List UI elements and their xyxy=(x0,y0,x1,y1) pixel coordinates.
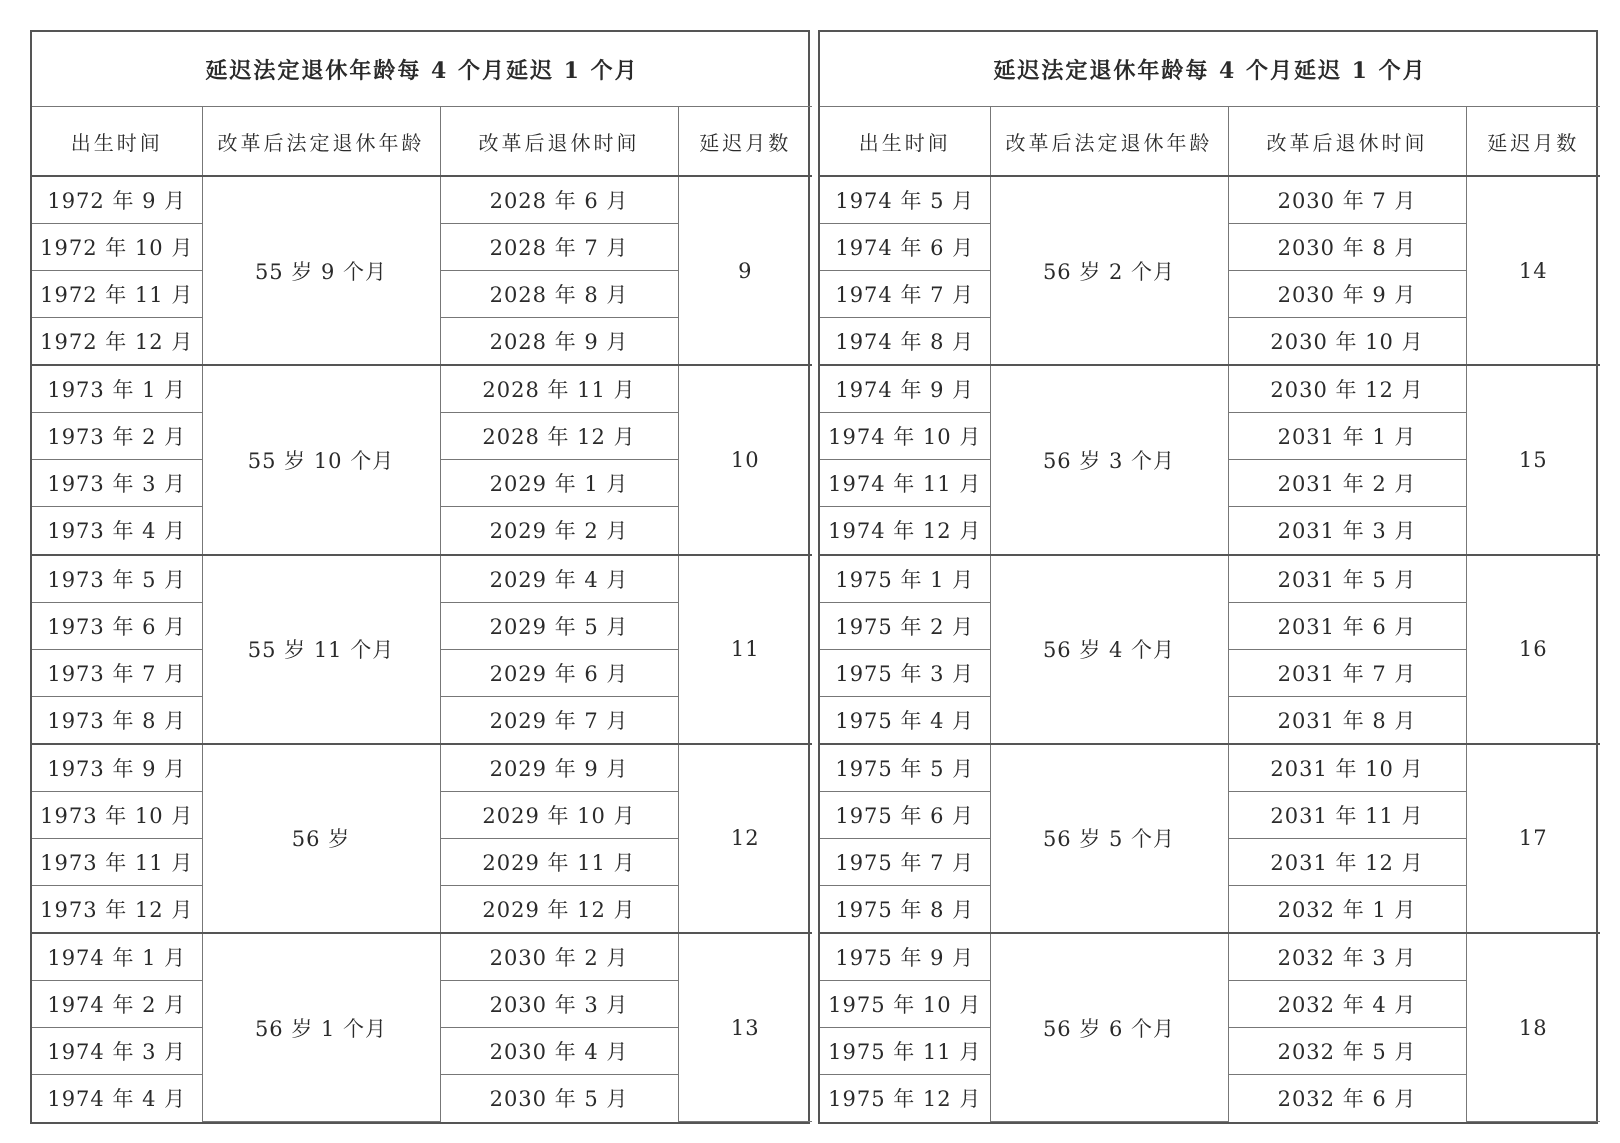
birth-time-cell: 1974 年 11 月 xyxy=(820,460,990,507)
birth-time-cell: 1975 年 6 月 xyxy=(820,791,990,838)
header-delay-months: 延迟月数 xyxy=(678,107,812,177)
retirement-time-cell: 2031 年 6 月 xyxy=(1228,602,1466,649)
birth-time-cell: 1974 年 10 月 xyxy=(820,413,990,460)
retirement-time-cell: 2031 年 11 月 xyxy=(1228,791,1466,838)
retirement-time-cell: 2031 年 12 月 xyxy=(1228,838,1466,885)
header-retirement-time: 改革后退休时间 xyxy=(440,107,678,177)
delay-months-cell: 15 xyxy=(1466,365,1600,554)
birth-time-cell: 1973 年 4 月 xyxy=(32,507,202,555)
retirement-time-cell: 2029 年 9 月 xyxy=(440,744,678,792)
birth-time-cell: 1975 年 4 月 xyxy=(820,696,990,744)
birth-time-cell: 1973 年 6 月 xyxy=(32,602,202,649)
retirement-time-cell: 2032 年 3 月 xyxy=(1228,933,1466,981)
birth-time-cell: 1975 年 5 月 xyxy=(820,744,990,792)
birth-time-cell: 1975 年 7 月 xyxy=(820,838,990,885)
birth-time-cell: 1973 年 7 月 xyxy=(32,649,202,696)
retirement-age-cell: 56 岁 2 个月 xyxy=(990,176,1228,365)
table-row xyxy=(32,744,812,792)
table-row xyxy=(32,365,812,413)
retirement-time-cell: 2029 年 4 月 xyxy=(440,555,678,603)
retirement-schedule-page xyxy=(30,30,1598,1124)
retirement-time-cell: 2029 年 2 月 xyxy=(440,507,678,555)
retirement-age-cell: 56 岁 4 个月 xyxy=(990,555,1228,744)
delay-months-cell: 14 xyxy=(1466,176,1600,365)
birth-time-cell: 1972 年 12 月 xyxy=(32,318,202,366)
header-birth-time: 出生时间 xyxy=(820,107,990,177)
retirement-time-cell: 2031 年 1 月 xyxy=(1228,413,1466,460)
table-row xyxy=(32,176,812,224)
retirement-time-cell: 2029 年 11 月 xyxy=(440,838,678,885)
birth-time-cell: 1974 年 8 月 xyxy=(820,318,990,366)
birth-time-cell: 1973 年 5 月 xyxy=(32,555,202,603)
birth-time-cell: 1973 年 8 月 xyxy=(32,696,202,744)
birth-time-cell: 1974 年 3 月 xyxy=(32,1028,202,1075)
retirement-time-cell: 2030 年 2 月 xyxy=(440,933,678,981)
birth-time-cell: 1974 年 2 月 xyxy=(32,981,202,1028)
retirement-time-cell: 2029 年 1 月 xyxy=(440,460,678,507)
table-row xyxy=(820,744,1600,792)
birth-time-cell: 1975 年 2 月 xyxy=(820,602,990,649)
birth-time-cell: 1975 年 8 月 xyxy=(820,885,990,933)
schedule-table-right xyxy=(820,32,1600,1122)
retirement-time-cell: 2031 年 7 月 xyxy=(1228,649,1466,696)
birth-time-cell: 1974 年 12 月 xyxy=(820,507,990,555)
birth-time-cell: 1975 年 3 月 xyxy=(820,649,990,696)
retirement-time-cell: 2030 年 9 月 xyxy=(1228,271,1466,318)
retirement-time-cell: 2032 年 6 月 xyxy=(1228,1075,1466,1122)
birth-time-cell: 1975 年 10 月 xyxy=(820,981,990,1028)
birth-time-cell: 1974 年 4 月 xyxy=(32,1075,202,1122)
schedule-table-left xyxy=(32,32,812,1122)
retirement-time-cell: 2029 年 6 月 xyxy=(440,649,678,696)
birth-time-cell: 1975 年 1 月 xyxy=(820,555,990,603)
retirement-age-cell: 56 岁 6 个月 xyxy=(990,933,1228,1122)
retirement-age-cell: 55 岁 10 个月 xyxy=(202,365,440,554)
retirement-time-cell: 2028 年 6 月 xyxy=(440,176,678,224)
table-row xyxy=(820,555,1600,603)
retirement-time-cell: 2031 年 8 月 xyxy=(1228,696,1466,744)
retirement-time-cell: 2032 年 5 月 xyxy=(1228,1028,1466,1075)
delay-months-cell: 18 xyxy=(1466,933,1600,1122)
table-row xyxy=(32,933,812,981)
delay-months-cell: 12 xyxy=(678,744,812,933)
delay-months-cell: 13 xyxy=(678,933,812,1122)
retirement-time-cell: 2032 年 4 月 xyxy=(1228,981,1466,1028)
retirement-age-cell: 56 岁 5 个月 xyxy=(990,744,1228,933)
delay-months-cell: 9 xyxy=(678,176,812,365)
retirement-time-cell: 2028 年 11 月 xyxy=(440,365,678,413)
retirement-age-cell: 56 岁 3 个月 xyxy=(990,365,1228,554)
retirement-time-cell: 2029 年 10 月 xyxy=(440,791,678,838)
birth-time-cell: 1974 年 5 月 xyxy=(820,176,990,224)
retirement-time-cell: 2031 年 10 月 xyxy=(1228,744,1466,792)
retirement-time-cell: 2030 年 5 月 xyxy=(440,1075,678,1122)
header-retirement-age: 改革后法定退休年龄 xyxy=(202,107,440,177)
retirement-time-cell: 2030 年 3 月 xyxy=(440,981,678,1028)
retirement-time-cell: 2029 年 12 月 xyxy=(440,885,678,933)
retirement-time-cell: 2030 年 10 月 xyxy=(1228,318,1466,366)
retirement-time-cell: 2030 年 12 月 xyxy=(1228,365,1466,413)
birth-time-cell: 1974 年 1 月 xyxy=(32,933,202,981)
table-row xyxy=(820,176,1600,224)
birth-time-cell: 1975 年 9 月 xyxy=(820,933,990,981)
table-row xyxy=(32,555,812,603)
birth-time-cell: 1972 年 9 月 xyxy=(32,176,202,224)
birth-time-cell: 1972 年 11 月 xyxy=(32,271,202,318)
retirement-time-cell: 2031 年 2 月 xyxy=(1228,460,1466,507)
header-retirement-age: 改革后法定退休年龄 xyxy=(990,107,1228,177)
birth-time-cell: 1974 年 6 月 xyxy=(820,224,990,271)
retirement-age-cell: 56 岁 1 个月 xyxy=(202,933,440,1122)
birth-time-cell: 1973 年 2 月 xyxy=(32,413,202,460)
table-title: 延迟法定退休年龄每 4 个月延迟 1 个月 xyxy=(820,32,1600,107)
retirement-time-cell: 2031 年 5 月 xyxy=(1228,555,1466,603)
delay-months-cell: 10 xyxy=(678,365,812,554)
table-panel-left xyxy=(30,30,810,1124)
birth-time-cell: 1973 年 10 月 xyxy=(32,791,202,838)
retirement-age-cell: 56 岁 xyxy=(202,744,440,933)
table-row xyxy=(820,933,1600,981)
birth-time-cell: 1973 年 3 月 xyxy=(32,460,202,507)
retirement-time-cell: 2032 年 1 月 xyxy=(1228,885,1466,933)
table-row xyxy=(820,365,1600,413)
retirement-age-cell: 55 岁 9 个月 xyxy=(202,176,440,365)
retirement-time-cell: 2030 年 8 月 xyxy=(1228,224,1466,271)
table-panel-right xyxy=(818,30,1598,1124)
delay-months-cell: 17 xyxy=(1466,744,1600,933)
birth-time-cell: 1972 年 10 月 xyxy=(32,224,202,271)
birth-time-cell: 1975 年 12 月 xyxy=(820,1075,990,1122)
retirement-time-cell: 2028 年 12 月 xyxy=(440,413,678,460)
retirement-time-cell: 2031 年 3 月 xyxy=(1228,507,1466,555)
retirement-time-cell: 2029 年 7 月 xyxy=(440,696,678,744)
birth-time-cell: 1973 年 12 月 xyxy=(32,885,202,933)
retirement-time-cell: 2028 年 8 月 xyxy=(440,271,678,318)
retirement-time-cell: 2030 年 7 月 xyxy=(1228,176,1466,224)
header-birth-time: 出生时间 xyxy=(32,107,202,177)
birth-time-cell: 1974 年 9 月 xyxy=(820,365,990,413)
delay-months-cell: 16 xyxy=(1466,555,1600,744)
retirement-time-cell: 2028 年 7 月 xyxy=(440,224,678,271)
retirement-time-cell: 2029 年 5 月 xyxy=(440,602,678,649)
retirement-age-cell: 55 岁 11 个月 xyxy=(202,555,440,744)
delay-months-cell: 11 xyxy=(678,555,812,744)
birth-time-cell: 1973 年 1 月 xyxy=(32,365,202,413)
header-retirement-time: 改革后退休时间 xyxy=(1228,107,1466,177)
header-delay-months: 延迟月数 xyxy=(1466,107,1600,177)
birth-time-cell: 1973 年 9 月 xyxy=(32,744,202,792)
retirement-time-cell: 2028 年 9 月 xyxy=(440,318,678,366)
birth-time-cell: 1975 年 11 月 xyxy=(820,1028,990,1075)
table-title: 延迟法定退休年龄每 4 个月延迟 1 个月 xyxy=(32,32,812,107)
retirement-time-cell: 2030 年 4 月 xyxy=(440,1028,678,1075)
birth-time-cell: 1974 年 7 月 xyxy=(820,271,990,318)
birth-time-cell: 1973 年 11 月 xyxy=(32,838,202,885)
